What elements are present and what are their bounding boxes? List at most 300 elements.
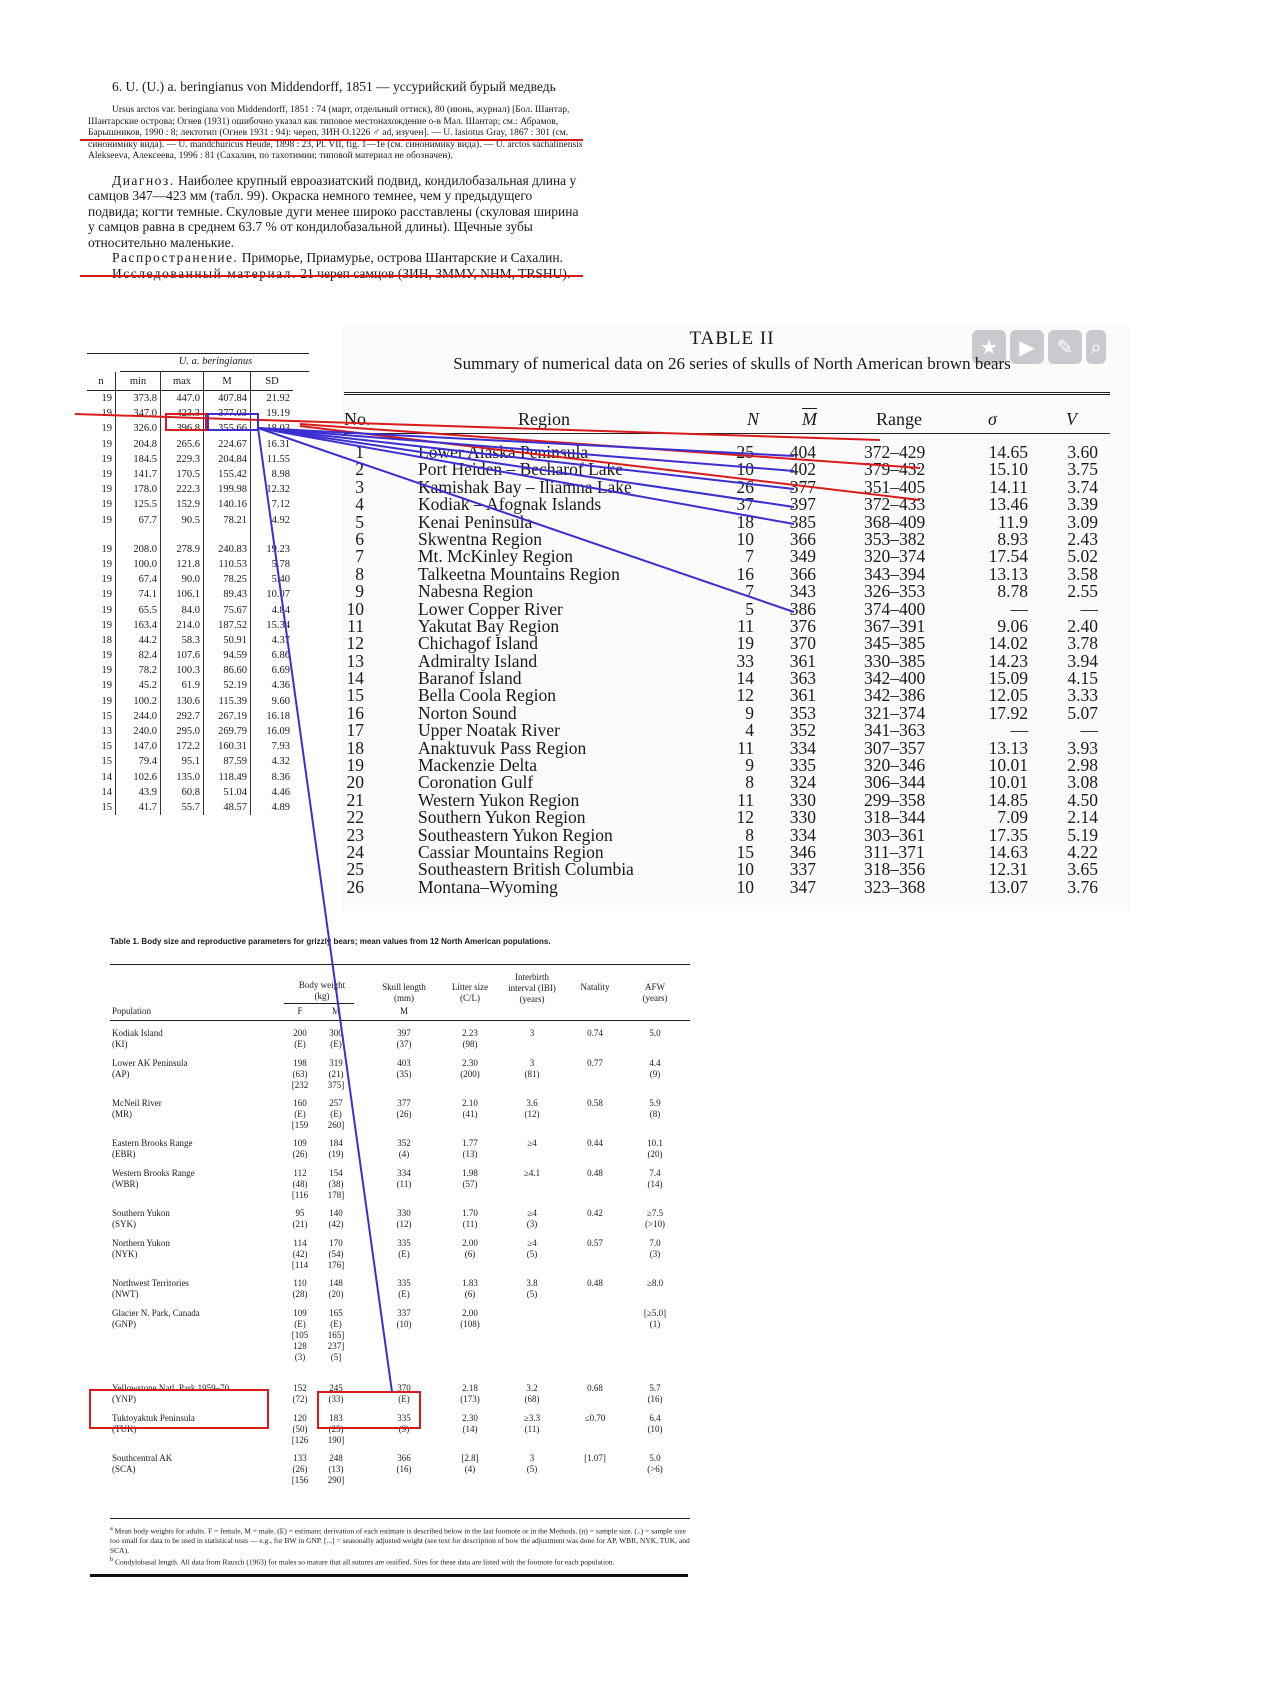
row-m: 366: [789, 528, 816, 549]
red-annotations: [75, 140, 920, 1428]
russian-table-cell: 240.0: [116, 724, 161, 739]
russian-table-cell: 10.07: [251, 587, 294, 602]
row-m: 397: [789, 494, 816, 515]
row-m: 334: [789, 824, 816, 845]
russian-table-cell: 19: [101, 680, 112, 692]
row-range: 368–409: [864, 511, 926, 532]
row-region: Yakutat Bay Region: [418, 615, 560, 636]
row-v: 4.50: [1067, 789, 1098, 810]
russian-table-cell: 12.32: [251, 482, 294, 497]
row-no: 20: [346, 772, 364, 793]
russian-table-cell: 229.3: [161, 452, 204, 467]
russian-table-cell: 15: [101, 756, 112, 768]
synonymy-text: Ursus arctos var. beringiana von Middendorff, 1851 : 74 (март, отдельный оттиск), 80 (июнь, журнал) [Бол. Шантар, Шантарские острова; Огнев (1931) ошибочно указал как типовое местонахождение о-в Мал. Шантар; см.: Абрамов, Барышников, 1990 : 8; лектотип (Огнев 1931 : 94): череп, ЗИН О.1226 ♂ ad, изучен]. — U. lasiotus Gray, 1867 : 301 (см. синонимику вида). — U. mandchuricus Heude, 1898 : 23, Pl. VII, fig. 1—1е (см. синонимику вида). — U. arctos sachalinensis Alekseeva, Алексеева, 1996 : 81 (Сахалин, по тахотимии; типовой материал не обозначен).: [88, 105, 583, 161]
table1-cell-nat: [1.07]: [584, 1453, 606, 1463]
row-sigma: 11.9: [998, 511, 1028, 532]
row-v: —: [1080, 598, 1098, 619]
table1-cell-litter: 1.98 (57): [462, 1168, 478, 1189]
table1-cell-f: 200 (E): [293, 1028, 307, 1049]
russian-table-cell: 170.5: [161, 467, 204, 482]
russian-table-cell: 407.84: [204, 391, 251, 407]
table1-cell-ibi: 3: [529, 1028, 535, 1038]
table1-cell-afw: [≥5.0] (1): [643, 1308, 667, 1329]
material-label: Исследованный материал.: [112, 265, 297, 281]
row-m: 346: [789, 841, 816, 862]
table1-cell-nat: 0.74: [587, 1028, 603, 1038]
russian-table-cell: 19: [101, 499, 112, 511]
table1-cell-nat: 0.58: [587, 1098, 603, 1108]
russian-table-cell: 19: [101, 589, 112, 601]
table1-cell-skull: 377 (26): [396, 1098, 412, 1119]
table1-cell-litter: [2.8] (4): [461, 1453, 479, 1474]
russian-table-cell: 295.0: [161, 724, 204, 739]
table1-cell-f: 152 (72): [292, 1383, 308, 1404]
russian-table-cell: 16.18: [251, 709, 294, 724]
red-box-ynp-values: [318, 1392, 420, 1428]
russian-table-cell: 89.43: [204, 587, 251, 602]
russian-table-cell: 65.5: [116, 602, 161, 617]
row-range: 299–358: [864, 789, 926, 810]
russian-table-cell: 13: [101, 726, 112, 738]
russian-table-cell: 135.0: [161, 770, 204, 785]
table1-cell-f: 198 (63) [232: [291, 1058, 309, 1090]
row-n: 7: [745, 546, 754, 567]
russian-table-cell: 6.86: [251, 648, 294, 663]
russian-table-cell: 19: [101, 665, 112, 677]
row-region: Southeastern British Columbia: [418, 859, 634, 880]
russian-table-cell: 115.39: [204, 694, 251, 709]
russian-table-cell: 5.78: [251, 557, 294, 572]
row-region: Norton Sound: [418, 702, 517, 723]
row-no: 10: [346, 598, 364, 619]
table1-cell-f: 109 (26): [292, 1138, 308, 1159]
row-range: 303–361: [864, 824, 926, 845]
russian-table-cell: 84.0: [161, 602, 204, 617]
row-region: Montana–Wyoming: [418, 876, 558, 897]
row-region: Southeastern Yukon Region: [418, 824, 613, 845]
russian-table-cell: 19: [101, 650, 112, 662]
table1-cell-afw: 4.4 (9): [649, 1058, 661, 1079]
russian-table-cell: 130.6: [161, 694, 204, 709]
table1-cell-nat: 0.44: [587, 1138, 603, 1148]
russian-table-cell: 4.32: [251, 754, 294, 769]
table1-population: Northwest Territories (NWT): [112, 1278, 189, 1299]
table1-cell-afw: 5.9 (8): [649, 1098, 661, 1119]
russian-table-cell: 100.0: [116, 557, 161, 572]
header-ibi: Interbirth interval (IBI) (years): [508, 972, 556, 1004]
row-n: 11: [737, 615, 754, 636]
table1-cell-ibi: 3.8 (5): [526, 1278, 538, 1299]
row-n: 26: [736, 476, 754, 497]
diagnosis-label: Диагноз.: [112, 172, 175, 188]
row-m: 343: [789, 581, 816, 602]
row-no: 3: [355, 476, 364, 497]
row-range: 326–353: [864, 581, 926, 602]
row-range: 379–432: [864, 459, 926, 480]
russian-table-cell: 208.0: [116, 542, 161, 557]
row-sigma: 13.13: [988, 563, 1028, 584]
row-sigma: 14.85: [988, 789, 1028, 810]
russian-table-cell: 11.55: [251, 452, 294, 467]
row-region: Kenai Peninsula: [418, 511, 533, 532]
russian-table-cell: 86.60: [204, 663, 251, 678]
table1-cell-m: 183 (25) 190]: [327, 1413, 345, 1445]
russian-table-cell: 100.2: [116, 694, 161, 709]
russian-table-cell: 155.42: [204, 467, 251, 482]
table1-cell-ibi: 3.2 (68): [524, 1383, 540, 1404]
row-sigma: 7.09: [997, 807, 1028, 828]
row-m: 402: [789, 459, 816, 480]
russian-table-cell: 222.3: [161, 482, 204, 497]
russian-table-cell: 8.36: [251, 770, 294, 785]
row-m: 330: [789, 807, 816, 828]
table1-cell-f: 120 (50) [126: [291, 1413, 309, 1445]
row-n: 12: [736, 685, 754, 706]
table1-cell-m: 165 (E) 165] 237] (5]: [327, 1308, 345, 1362]
russian-table-cell: 18.03: [251, 421, 294, 436]
row-range: 311–371: [864, 841, 925, 862]
row-range: 320–346: [864, 755, 926, 776]
row-region: Lower Alaska Peninsula: [418, 442, 589, 462]
row-n: 4: [745, 720, 754, 741]
russian-table-cell: 67.7: [116, 513, 161, 528]
table1-cell-m: 184 (19): [328, 1138, 344, 1159]
russian-table-cell: 292.7: [161, 709, 204, 724]
russian-table-cell: 19: [101, 604, 112, 616]
row-region: Coronation Gulf: [418, 772, 534, 793]
table1-cell-ibi: ≥4: [527, 1138, 537, 1148]
russian-table-cell: 184.5: [116, 452, 161, 467]
russian-table-cell: 19: [101, 543, 112, 555]
table1-cell-litter: 1.83 (6): [462, 1278, 478, 1299]
russian-table-cell: 19: [101, 695, 112, 707]
row-region: Upper Noatak River: [418, 720, 560, 741]
russian-table-cell: 141.7: [116, 467, 161, 482]
russian-table-cell: 7.93: [251, 739, 294, 754]
row-no: 1: [355, 442, 364, 462]
row-m: 404: [789, 442, 816, 462]
russian-table-cell: 43.9: [116, 785, 161, 800]
row-v: 3.76: [1067, 876, 1098, 897]
row-v: 3.74: [1067, 476, 1098, 497]
red-box-yellowstone: [90, 1390, 268, 1428]
russian-table-cell: 15: [101, 741, 112, 753]
footnote-b: $^b$ Condylobasal length. All data from Rausch (1963) for males so mature that all sutures are ossified. Sites for these data are listed with the footnote for each population.: [110, 1556, 615, 1567]
russian-table-cell: 240.83: [204, 542, 251, 557]
row-sigma: 14.63: [988, 841, 1028, 862]
russian-table-cell: 100.3: [161, 663, 204, 678]
play-icon[interactable]: ▶: [1010, 330, 1044, 364]
russian-table-cell: 187.52: [204, 618, 251, 633]
russian-table-cell: 377.03: [204, 406, 251, 421]
row-sigma: 13.13: [988, 737, 1028, 758]
row-region: Kamishak Bay – Iliamna Lake: [418, 476, 632, 497]
row-n: 10: [736, 859, 754, 880]
russian-table-cell: 121.8: [161, 557, 204, 572]
row-no: 23: [346, 824, 364, 845]
table1-cell-nat: 0.77: [587, 1058, 603, 1068]
table1-cell-f: 95 (21): [292, 1208, 308, 1229]
col-sd: SD: [251, 372, 294, 391]
row-range: 321–374: [864, 702, 926, 723]
header-f: F: [297, 1006, 303, 1016]
blue-connector-down: [258, 428, 392, 1392]
row-range: 342–386: [864, 685, 926, 706]
russian-table-cell: 48.57: [204, 800, 251, 815]
row-n: 11: [737, 789, 754, 810]
row-v: 3.33: [1067, 685, 1098, 706]
table1-population: McNeil River (MR): [112, 1098, 162, 1119]
table1-population: Southern Yukon (SYK): [112, 1208, 170, 1229]
table1-cell-f: 109 (E) [105 128 (3): [291, 1308, 309, 1362]
russian-table-cell: 214.0: [161, 618, 204, 633]
row-v: 2.55: [1067, 581, 1098, 602]
table1-cell-ibi: ≥4 (3): [526, 1208, 538, 1229]
table1-cell-nat: 0.57: [587, 1238, 603, 1248]
row-v: 3.65: [1067, 859, 1098, 880]
russian-table-cell: 172.2: [161, 739, 204, 754]
row-sigma: 15.09: [988, 668, 1028, 689]
row-n: 10: [736, 876, 754, 897]
row-region: Mt. McKinley Region: [418, 546, 574, 567]
row-no: 19: [346, 755, 364, 776]
russian-table-cell: 61.9: [161, 678, 204, 693]
row-no: 16: [346, 702, 364, 723]
table1-cell-litter: 1.77 (13): [462, 1138, 478, 1159]
table1-cell-skull: 370 (E): [397, 1383, 411, 1404]
russian-table-cell: 15: [101, 710, 112, 722]
row-n: 9: [745, 702, 754, 723]
russian-table-cell: 16.31: [251, 437, 294, 452]
row-v: 2.43: [1067, 528, 1098, 549]
col-min: min: [116, 372, 161, 391]
table1-cell-ibi: 3 (81): [524, 1058, 540, 1079]
header-sigma: σ: [988, 409, 997, 429]
russian-table-cell: 347.0: [116, 406, 161, 421]
russian-table-cell: 178.0: [116, 482, 161, 497]
row-m: 370: [789, 633, 816, 654]
table1-population: Lower AK Peninsula (AP): [112, 1058, 188, 1079]
row-no: 2: [355, 459, 364, 480]
russian-table-cell: 244.0: [116, 709, 161, 724]
table1-cell-litter: 2.00 (108): [460, 1308, 480, 1329]
row-sigma: 17.92: [988, 702, 1028, 723]
row-region: Cassiar Mountains Region: [418, 841, 604, 862]
russian-table-cell: 19: [101, 469, 112, 481]
table1-cell-skull: 335 (9): [397, 1413, 411, 1434]
table1-cell-f: 133 (26) [156: [291, 1453, 309, 1485]
header-skull-m: M: [399, 1006, 408, 1016]
row-m: 361: [789, 685, 816, 706]
row-no: 12: [346, 633, 364, 654]
blue-connector-6: [258, 428, 794, 612]
table1-cell-m: 170 (54) 176]: [327, 1238, 345, 1270]
row-region: Anaktuvuk Pass Region: [418, 737, 587, 758]
row-range: 323–368: [864, 876, 926, 897]
table1-cell-m: 248 (13) 290]: [327, 1453, 345, 1485]
russian-table-cell: 160.31: [204, 739, 251, 754]
row-v: 3.39: [1067, 494, 1098, 515]
table1-cell-litter: 2.10 (41): [462, 1098, 478, 1119]
row-sigma: 14.02: [988, 633, 1028, 654]
row-region: Nabesna Region: [418, 581, 534, 602]
table1-cell-afw: 7.0 (3): [649, 1238, 661, 1259]
russian-table-cell: 110.53: [204, 557, 251, 572]
russian-table-cell: 267.19: [204, 709, 251, 724]
table1-cell-litter: 2.30 (200): [460, 1058, 480, 1079]
row-no: 17: [346, 720, 364, 741]
header-natality: Natality: [580, 982, 610, 992]
row-m: 363: [789, 668, 816, 689]
russian-table-cell: 204.8: [116, 437, 161, 452]
russian-table-cell: 19: [101, 619, 112, 631]
russian-table-cell: 82.4: [116, 648, 161, 663]
russian-table-cell: 19: [101, 408, 112, 420]
russian-table-cell: 15.34: [251, 618, 294, 633]
russian-table-cell: 5.40: [251, 572, 294, 587]
russian-table-cell: 4.36: [251, 678, 294, 693]
col-m: M: [204, 372, 251, 391]
row-range: 318–344: [864, 807, 926, 828]
row-v: 5.19: [1067, 824, 1098, 845]
table1-cell-afw: 6.4 (10): [647, 1413, 663, 1434]
table1-population: Kodiak Island (KI): [112, 1028, 163, 1049]
row-range: 307–357: [864, 737, 926, 758]
row-n: 12: [736, 807, 754, 828]
edit-icon[interactable]: ✎: [1048, 330, 1082, 364]
row-v: 4.22: [1067, 841, 1098, 862]
row-region: Lower Copper River: [418, 598, 563, 619]
table1-cell-afw: 10.1 (20): [647, 1138, 663, 1159]
species-heading: 6. U. (U.) a. beringianus von Middendorff, 1851 — уссурийский бурый медведь: [112, 79, 556, 94]
row-no: 26: [346, 876, 364, 897]
table1-cell-m: 148 (20): [328, 1278, 344, 1299]
russian-table-cell: 147.0: [116, 739, 161, 754]
russian-table-cell: 14: [101, 771, 112, 783]
row-sigma: 10.01: [988, 772, 1028, 793]
row-range: 372–433: [864, 494, 926, 515]
table1-cell-ibi: ≥4.1: [523, 1168, 541, 1178]
russian-table-cell: 396.8: [161, 421, 204, 436]
row-region: Admiralty Island: [418, 650, 538, 671]
table1-cell-m: 154 (38) 178]: [327, 1168, 345, 1200]
table1-cell-litter: 2.00 (6): [462, 1238, 478, 1259]
row-v: 3.78: [1067, 633, 1098, 654]
row-region: Skwentna Region: [418, 528, 542, 549]
table1-cell-m: 140 (42): [328, 1208, 344, 1229]
russian-table-cell: 19.23: [251, 542, 294, 557]
row-m: 376: [789, 615, 816, 636]
table1-population: Yellowstone Natl. Park 1959–70 (YNP): [112, 1383, 230, 1404]
row-n: 11: [737, 737, 754, 758]
russian-table-cell: 19: [101, 574, 112, 586]
russian-table-cell: 18: [101, 634, 112, 646]
russian-table-cell: 4.46: [251, 785, 294, 800]
table1-cell-skull: 330 (12): [396, 1208, 412, 1229]
row-n: 10: [736, 459, 754, 480]
russian-table-cell: 19: [101, 558, 112, 570]
star-icon[interactable]: ★: [972, 330, 1006, 364]
row-range: 306–344: [864, 772, 926, 793]
russian-table-cell: 6.69: [251, 663, 294, 678]
row-n: 37: [736, 494, 754, 515]
table2-subtitle: Summary of numerical data on 26 series of skulls of North American brown bears: [453, 354, 1011, 373]
row-region: Western Yukon Region: [418, 789, 580, 810]
table1-cell-afw: 7.4 (14): [647, 1168, 663, 1189]
blue-annotations: [208, 414, 794, 1392]
row-m: 335: [789, 755, 816, 776]
row-no: 7: [355, 546, 364, 567]
row-no: 6: [355, 528, 364, 549]
row-no: 5: [355, 511, 364, 532]
table1-cell-ibi: ≥3.3 (11): [523, 1413, 541, 1434]
row-region: Kodiak – Afognak Islands: [418, 494, 602, 515]
row-n: 19: [736, 633, 754, 654]
row-sigma: 15.10: [988, 459, 1028, 480]
row-sigma: 14.65: [988, 442, 1028, 462]
row-v: 5.07: [1067, 702, 1098, 723]
table1-cell-afw: ≥8.0: [646, 1278, 664, 1288]
row-v: 2.14: [1067, 807, 1098, 828]
row-no: 24: [346, 841, 364, 862]
row-region: Port Heiden – Becharof Lake: [418, 459, 624, 480]
row-n: 18: [736, 511, 754, 532]
row-n: 9: [745, 755, 754, 776]
table1-cell-ibi: ≥4 (5): [526, 1238, 538, 1259]
russian-table-cell: 373.8: [116, 391, 161, 407]
row-v: 5.02: [1067, 546, 1098, 567]
row-v: 3.08: [1067, 772, 1098, 793]
russian-table-cell: 204.84: [204, 452, 251, 467]
russian-table-cell: 19: [101, 438, 112, 450]
distribution-label: Распространение.: [112, 250, 239, 265]
row-sigma: 9.06: [997, 615, 1028, 636]
row-range: 374–400: [864, 598, 926, 619]
russian-table-cell: 355.66: [204, 421, 251, 436]
russian-table-cell: 67.4: [116, 572, 161, 587]
row-sigma: 12.05: [988, 685, 1028, 706]
row-sigma: 13.07: [988, 876, 1028, 897]
row-m: 337: [789, 859, 816, 880]
row-sigma: 14.23: [988, 650, 1028, 671]
row-range: 330–385: [864, 650, 926, 671]
russian-table-cell: 4.92: [251, 513, 294, 528]
red-connector-3: [300, 426, 920, 500]
search-icon[interactable]: ⌕: [1086, 330, 1106, 364]
table1-cell-f: 114 (42) [114: [291, 1238, 309, 1270]
row-m: 353: [789, 702, 816, 723]
russian-table-cell: 87.59: [204, 754, 251, 769]
row-sigma: 8.93: [997, 528, 1028, 549]
row-n: 16: [736, 563, 754, 584]
row-v: 2.98: [1067, 755, 1098, 776]
table1-cell-litter: 2.23 (98): [462, 1028, 478, 1049]
row-range: 353–382: [864, 528, 926, 549]
row-no: 14: [346, 668, 364, 689]
row-range: 318–356: [864, 859, 926, 880]
table1-caption: Table 1. Body size and reproductive parameters for grizzly bears; mean values from 12 North American populations.: [110, 937, 551, 946]
russian-table-cell: 44.2: [116, 633, 161, 648]
row-no: 25: [346, 859, 364, 880]
row-sigma: 17.35: [988, 824, 1028, 845]
russian-table-cell: 90.0: [161, 572, 204, 587]
row-sigma: —: [1010, 720, 1028, 741]
row-n: 7: [745, 581, 754, 602]
row-no: 13: [346, 650, 364, 671]
blue-connector-3: [258, 428, 794, 489]
table1-population: Southcentral AK (SCA): [112, 1453, 173, 1474]
russian-table-cell: 16.09: [251, 724, 294, 739]
